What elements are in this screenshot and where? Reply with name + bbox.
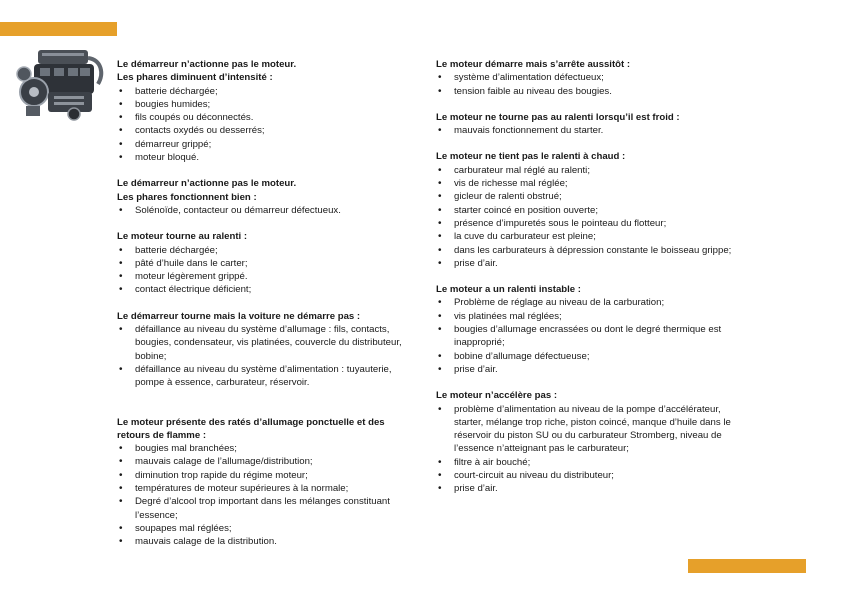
list-item: • moteur bloqué. [117, 151, 417, 164]
list-item: • pâté d’huile dans le carter; [117, 257, 417, 270]
section-heading: Le démarreur tourne mais la voiture ne démarre pas : [117, 310, 361, 322]
list-item: • vis de richesse mal réglée; [436, 177, 736, 190]
section-heading: Les phares fonctionnent bien : [117, 191, 257, 203]
diagnostic-section [117, 58, 417, 164]
cause-list [117, 323, 417, 389]
diagnostic-section [436, 150, 736, 270]
section-heading: Le moteur a un ralenti instable : [436, 284, 581, 296]
cause-list [117, 204, 417, 217]
section-heading: Le démarreur n’actionne pas le moteur. [117, 178, 297, 190]
list-item: • fils coupés ou déconnectés. [117, 111, 417, 124]
section-heading: Le moteur présente des ratés d’allumage ponctuelle et des retours de flamme : [117, 416, 385, 441]
diagnostic-section [436, 58, 736, 98]
list-item: • contacts oxydés ou desserrés; [117, 124, 417, 137]
list-item: • filtre à air bouché; [436, 456, 736, 469]
list-item: • diminution trop rapide du régime moteur; [117, 469, 417, 482]
list-item: • Solénoïde, contacteur ou démarreur défectueux. [117, 204, 417, 217]
diagnostic-section [117, 177, 417, 217]
cause-list [436, 403, 736, 496]
section-heading: Le moteur ne tient pas le ralenti à chaud : [436, 151, 626, 163]
list-item: • soupapes mal réglées; [117, 522, 417, 535]
list-item: • batterie déchargée; [117, 244, 417, 257]
diagnostic-section [436, 283, 736, 376]
cause-list [436, 124, 736, 137]
list-item: • prise d’air. [436, 482, 736, 495]
list-item: • températures de moteur supérieures à la normale; [117, 482, 417, 495]
list-item: • bougies humides; [117, 98, 417, 111]
list-item: • problème d’alimentation au niveau de la pompe d’accélérateur, starter, mélange trop riche, piston coincé, manque d’huile dans le réservoir du piston SU ou du carburateur Stromberg, niveau de l’essence n’atteignant pas le carburateur; [436, 403, 736, 456]
diagnostic-section [436, 111, 736, 138]
list-item: • défaillance au niveau du système d’alimentation : tuyauterie, pompe à essence, carburateur, réservoir. [117, 363, 417, 390]
section-heading: Le démarreur n’actionne pas le moteur. [117, 59, 297, 70]
cause-list [436, 71, 736, 98]
list-item: • moteur légèrement grippé. [117, 270, 417, 283]
diagnostic-section [117, 416, 417, 549]
list-item: • batterie déchargée; [117, 85, 417, 98]
diagnostic-section [117, 310, 417, 390]
list-item: • la cuve du carburateur est pleine; [436, 230, 736, 243]
list-item: • Degré d’alcool trop important dans les mélanges constituant l’essence; [117, 495, 417, 522]
list-item: • présence d’impuretés sous le pointeau du flotteur; [436, 217, 736, 230]
top-accent-bar [0, 22, 117, 36]
list-item: • dans les carburateurs à dépression constante le boisseau grippe; [436, 244, 736, 257]
list-item: • bougies d’allumage encrassées ou dont le degré thermique est inapproprié; [436, 323, 736, 350]
list-item: • Problème de réglage au niveau de la carburation; [436, 296, 736, 309]
section-heading: Le moteur n’accélère pas : [436, 390, 558, 402]
list-item: • starter coincé en position ouverte; [436, 204, 736, 217]
list-item: • bobine d’allumage défectueuse; [436, 350, 736, 363]
cause-list [117, 244, 417, 297]
list-item: • court-circuit au niveau du distributeur; [436, 469, 736, 482]
diagnostic-section [117, 230, 417, 296]
list-item: • mauvais fonctionnement du starter. [436, 124, 736, 137]
cause-list [117, 85, 417, 165]
list-item: • gicleur de ralenti obstrué; [436, 190, 736, 203]
list-item: • vis platinées mal réglées; [436, 310, 736, 323]
section-heading: Le moteur ne tourne pas au ralenti lorsqu’il est froid : [436, 111, 680, 123]
list-item: • prise d’air. [436, 363, 736, 376]
left-column [117, 58, 417, 562]
list-item: • prise d’air. [436, 257, 736, 270]
list-item: • tension faible au niveau des bougies. [436, 85, 736, 98]
engine-icon [14, 44, 110, 124]
cause-list [436, 164, 736, 270]
section-heading: Le moteur démarre mais s’arrête aussitôt : [436, 59, 631, 70]
diagnostic-section [436, 389, 736, 495]
list-item: • mauvais calage de l’allumage/distribution; [117, 455, 417, 468]
list-item: • mauvais calage de la distribution. [117, 535, 417, 548]
cause-list [117, 442, 417, 548]
list-item: • démarreur grippé; [117, 138, 417, 151]
list-item: • carburateur mal réglé au ralenti; [436, 164, 736, 177]
section-heading: Les phares diminuent d’intensité : [117, 72, 273, 84]
list-item: • défaillance au niveau du système d’allumage : fils, contacts, bougies, condensateur, vis platinées, couvercle du distributeur, bobine; [117, 323, 417, 363]
right-column [436, 58, 736, 509]
list-item: • contact électrique déficient; [117, 283, 417, 296]
section-heading: Le moteur tourne au ralenti : [117, 231, 248, 243]
bottom-accent-bar [688, 559, 806, 573]
list-item: • système d’alimentation défectueux; [436, 71, 736, 84]
list-item: • bougies mal branchées; [117, 442, 417, 455]
cause-list [436, 296, 736, 376]
